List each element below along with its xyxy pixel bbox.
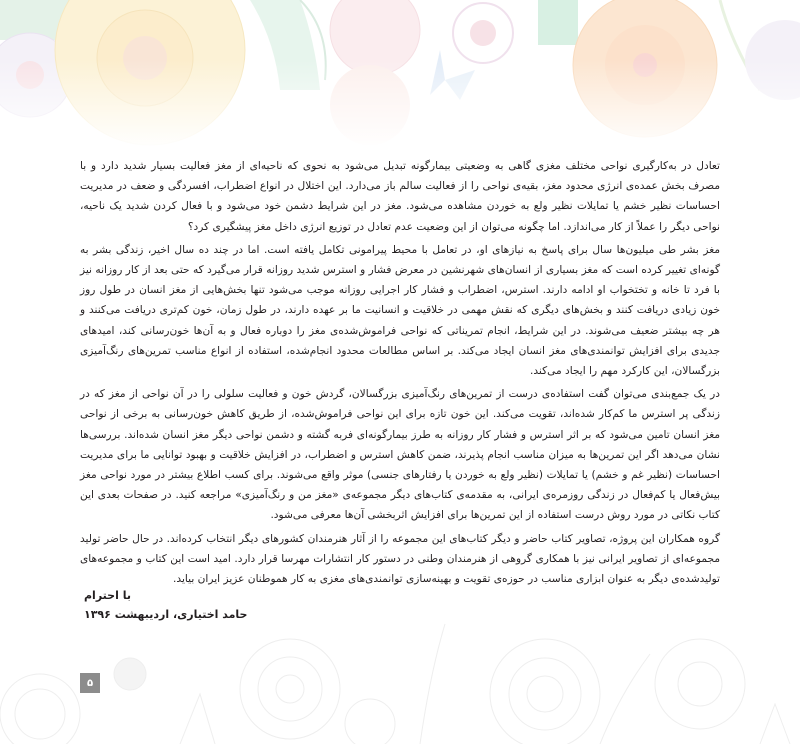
page-number-badge: ۵ — [80, 673, 100, 693]
paragraph-4: گروه همکاران این پروژه، تصاویر کتاب حاضر و دیگر کتاب‌های این مجموعه را از آثار هنرمندان کشورهای دیگر انتخاب کرده‌اند. در حال حاضر تولید مجموعه‌ای از تصاویر ایرانی نیز با همکاری گروهی از هنرمندان وطنی در دستور کار انتشارات مهرسا قرار دارد. امید است این کتاب و مجموعه‌های تولیدشده‌ی دیگر به عنوان ابزاری مناسب در حوزه‌ی تقویت و بهینه‌سازی توانمندی‌های مغزی به کار هموطنان عزیز ایران بیاید. — [80, 532, 720, 586]
signature-block — [84, 586, 284, 624]
paragraph-1: تعادل در به‌کارگیری نواحی مختلف مغزی گاهی به وضعیتی بیمارگونه تبدیل می‌شود به نحوی که ناحیه‌ای از مغز فعالیت بسیار شدید دارد و با مصرف بخش عمده‌ی انرژی محدود مغز، بقیه‌ی نواحی را از فعالیت سالم باز می‌دارد. این اختلال در انواع اضطراب، افسردگی و ضعف در مدیریت احساسات نظیر خشم یا تمایلات نظیر ولع به خوردن مشاهده می‌شود. مغز در این شرایط دشمن خود می‌شود و با فعال کردن شدید یک ناحیه، نواحی دیگر را عملاً از کار می‌اندازد. اما چگونه می‌توان از این وضعیت عدم تعادل در توزیع انرژی داخل مغز پیشگیری کرد؟ — [80, 160, 720, 233]
header-fade — [0, 60, 800, 150]
document-body — [80, 156, 720, 592]
mandala-line-art-icon — [0, 614, 800, 744]
signature-closing: با احترام — [84, 589, 131, 602]
paragraph-2: مغز بشر طی میلیون‌ها سال برای پاسخ به نیازهای او، در تعامل با محیط پیرامونی تکامل یافته است. اما در چند ده سال اخیر، زندگی بشر به گونه‌ای تغییر کرده است که مغز بسیاری از انسان‌های شهرنشین در معرض فشار و استرس شدید روزانه قرار می‌گیرد که حتی بعد از کار روزانه نیز با فرد تا خانه و تختخواب او ادامه دارند. استرس، اضطراب و فشار کار اجرایی روزانه موجب می‌شود تنها بخش‌هایی از مغز انسان در طول روز خون زیادی دریافت کنند و بخش‌های دیگری که نقش مهمی در خلاقیت و انسانیت ما بر عهده دارند، در طول زمان، خون کم‌تری دریافت می‌کنند و هر چه بیشتر ضعیف می‌شوند. در این شرایط، انجام تمریناتی که نواحی فراموش‌شده‌ی مغز را دوباره فعال و به آن‌ها خون‌رسانی کند، امیدهای جدیدی برای افزایش توانمندی‌های مغز انسان ایجاد می‌کند. بر اساس مطالعات محدود انجام‌شده، استفاده از انواع مناسب تمرین‌های رنگ‌آمیزی بزرگسالان، این کارکرد مهم را ایجاد می‌کند. — [80, 243, 720, 378]
footer-mandala-decoration — [0, 614, 800, 744]
signature-author-date: حامد اختیاری، اردیبهشت ۱۳۹۶ — [84, 608, 248, 621]
header-floral-decoration — [0, 0, 800, 150]
paragraph-3: در یک جمع‌بندی می‌توان گفت استفاده‌ی درست از تمرین‌های رنگ‌آمیزی بزرگسالان، گردش خون و فعالیت سلولی را در آن نواحی از مغز که در زندگی پر استرس ما کم‌کار شده‌اند، تقویت می‌کند. این خون تازه برای این نواحی فراموش‌شده، از طریق کاهش خون‌رسانی به برخی از نواحی مغز انسان تامین می‌شود که بر اثر استرس و فشار کار روزانه به طرز بیمارگونه‌ای فربه گشته و دشمن نواحی دیگر مغز انسان شده‌اند. بررسی‌ها نشان می‌دهد اگر این تمرین‌ها به میزان مناسب انجام پذیرند، ضمن کاهش استرس و اضطراب، در افزایش خلاقیت و بهبود توانایی ما برای مدیریت احساسات (نظیر غم و خشم) یا تمایلات (نظیر ولع به خوردن یا رفتارهای جنسی) موثر واقع می‌شوند. برای کسب اطلاع بیشتر در مورد نواحی مغز بیش‌فعال یا کم‌فعال در زندگی روزمره‌ی ایرانی، به مقدمه‌ی کتاب‌های دیگر مجموعه‌ی «مغز من و رنگ‌آمیزی» مراجعه کنید. در صفحات بعدی این کتاب نکاتی در مورد روش درست استفاده از این تمرین‌ها برای افزایش اثربخشی آن‌ها معرفی می‌شود. — [80, 388, 720, 522]
